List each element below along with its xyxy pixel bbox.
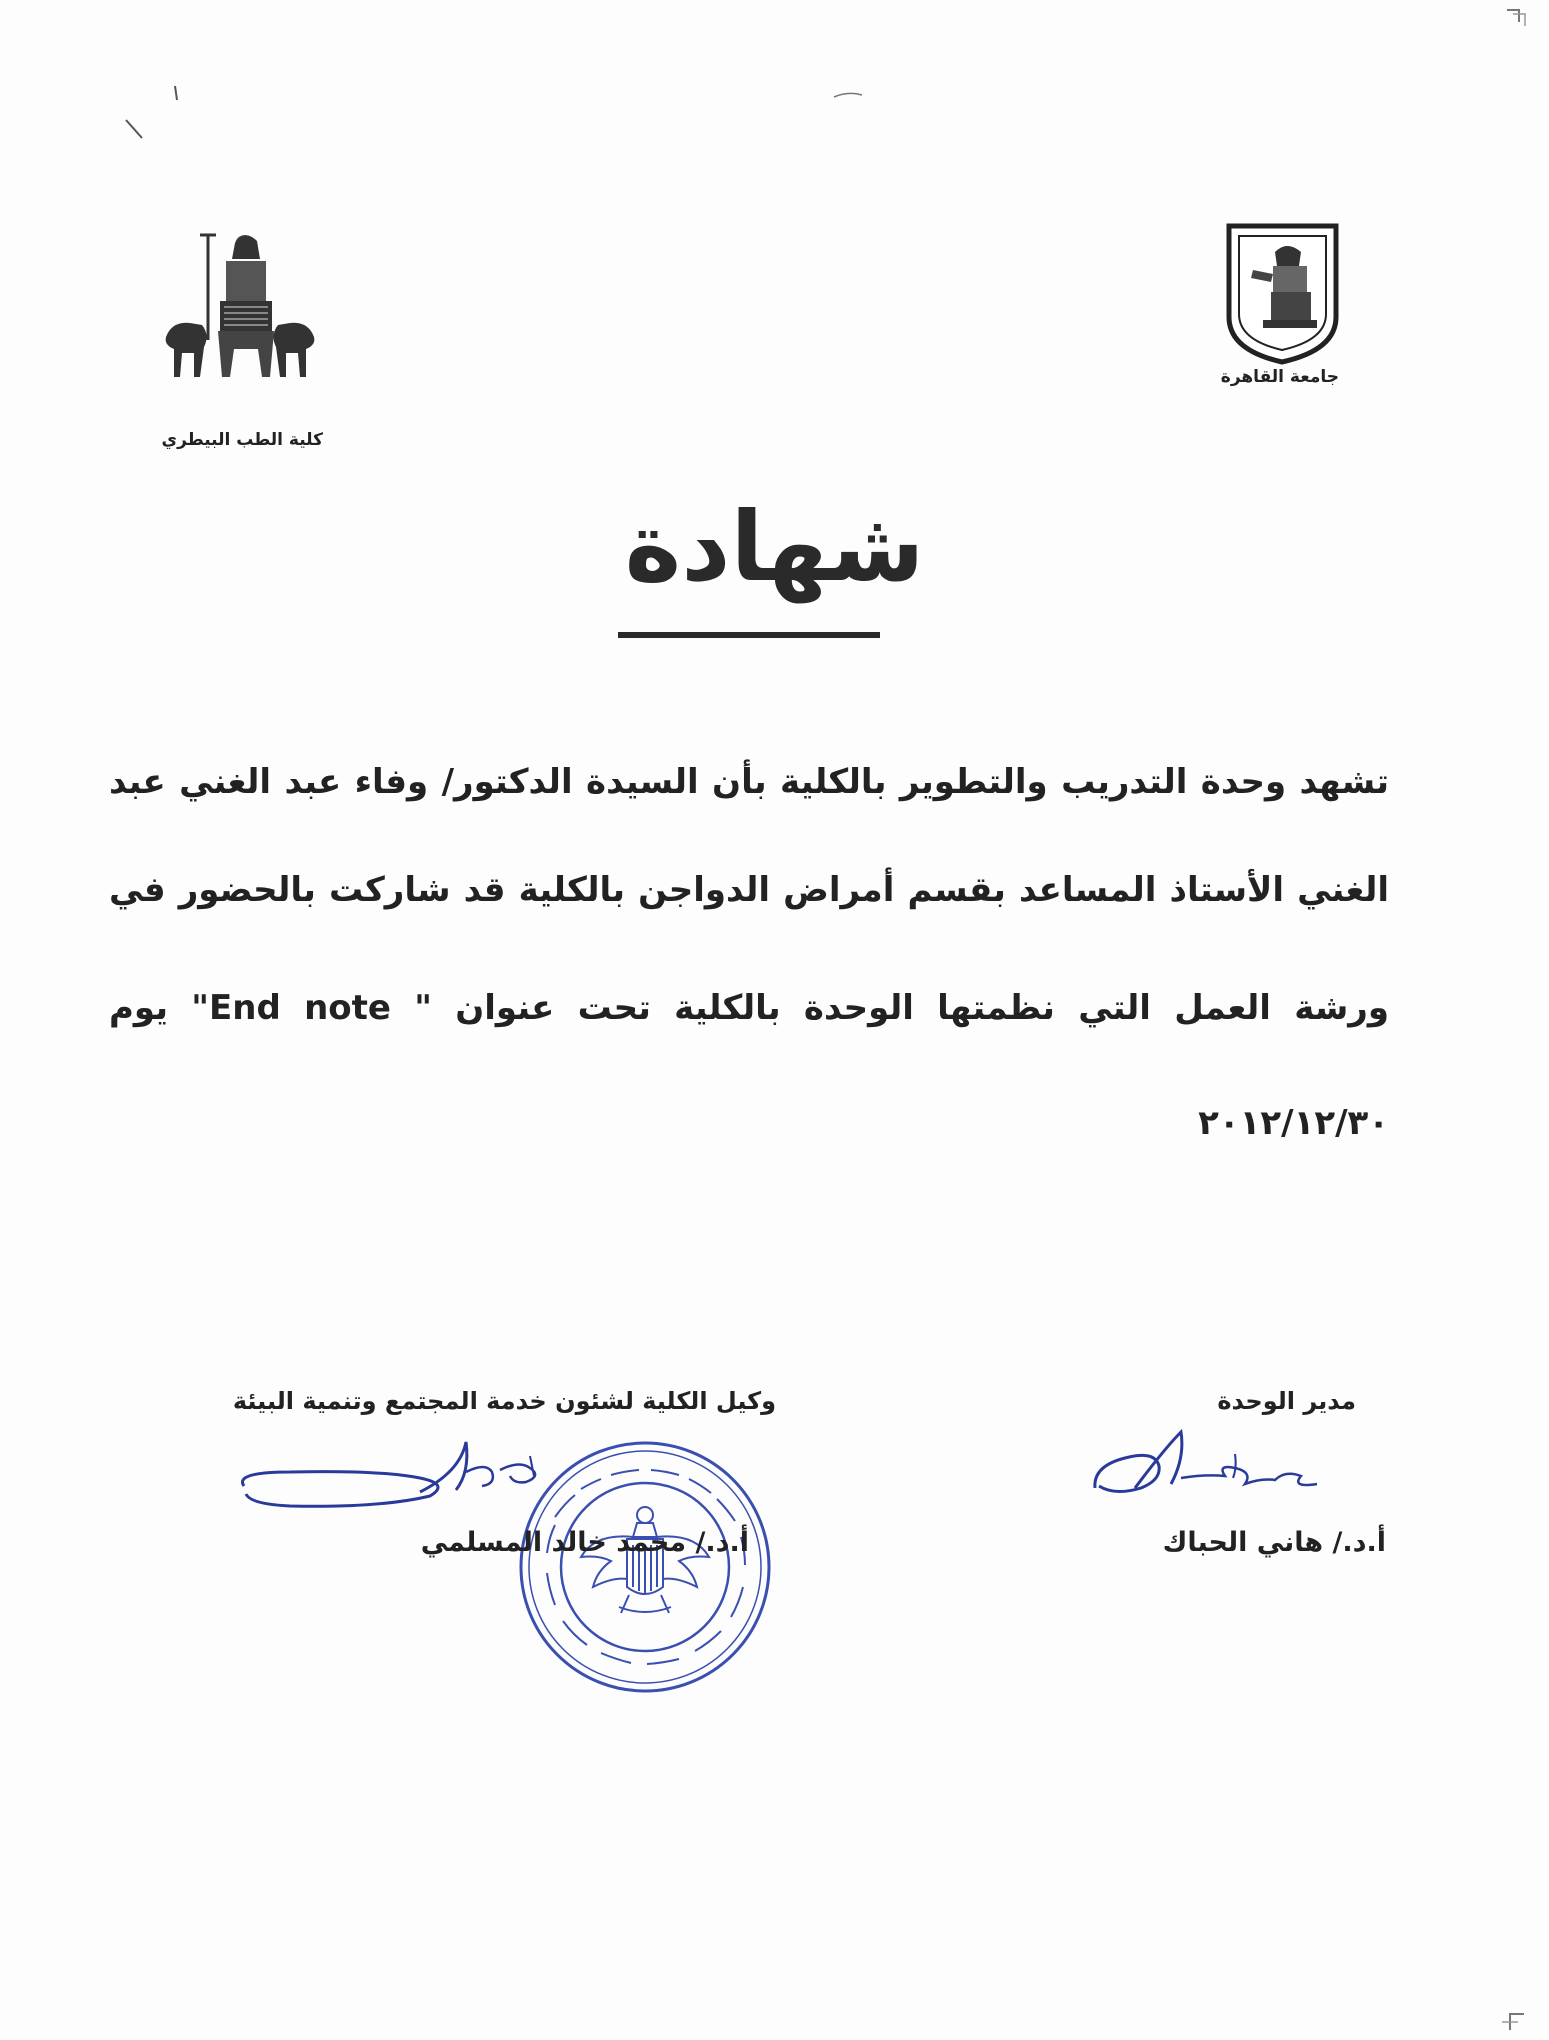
unit-director-title: مدير الوحدة xyxy=(1217,1387,1356,1415)
body-line-2: الغني الأستاذ المساعد بقسم أمراض الدواجن بالكلية قد شاركت بالحضور في xyxy=(109,870,1389,910)
body-line-1: تشهد وحدة التدريب والتطوير بالكلية بأن السيدة الدكتور/ وفاء عبد الغني عبد xyxy=(109,762,1389,802)
vice-dean-name: أ.د./ محمد خالد المسلمي xyxy=(420,1527,749,1558)
certificate-title: شهادة xyxy=(624,491,925,603)
official-stamp xyxy=(515,1437,775,1697)
corner-mark-bottom-right xyxy=(1500,2000,1545,2035)
stray-mark xyxy=(120,80,200,150)
body-line-3: ورشة العمل التي نظمتها الوحدة بالكلية تحت عنوان " End note" يوم xyxy=(109,988,1389,1028)
faculty-caption: كلية الطب البيطري xyxy=(161,430,323,450)
vice-dean-title: وكيل الكلية لشئون خدمة المجتمع وتنمية البيئة xyxy=(232,1387,776,1415)
faculty-logo xyxy=(160,225,320,385)
title-underline xyxy=(618,632,880,638)
corner-mark-top-right xyxy=(1505,6,1545,36)
university-logo xyxy=(1225,222,1340,367)
vice-dean-signature xyxy=(230,1432,560,1527)
unit-director-name: أ.د./ هاني الحباك xyxy=(1162,1527,1386,1558)
university-caption: جامعة القاهرة xyxy=(1220,367,1339,387)
stray-mark xyxy=(830,85,870,105)
unit-director-signature xyxy=(1085,1428,1345,1518)
certificate-date: ٢٠١٢/١٢/٣٠ xyxy=(1198,1103,1389,1143)
